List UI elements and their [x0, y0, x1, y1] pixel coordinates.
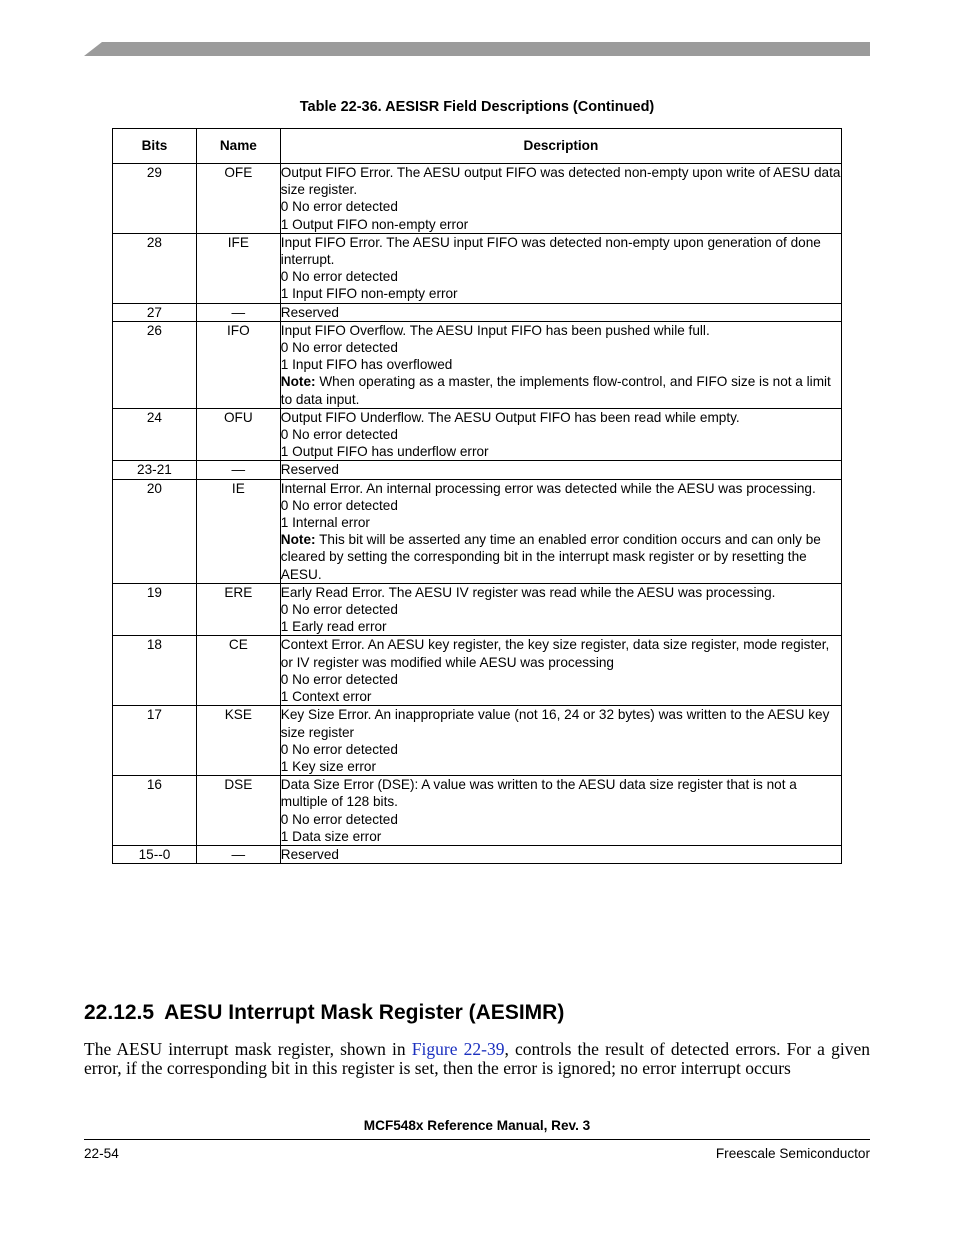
description-line: 1 Internal error — [280, 515, 370, 531]
cell-name: KSE — [196, 706, 280, 776]
cell-bits: 28 — [113, 233, 197, 303]
figure-link[interactable]: Figure 22-39 — [411, 1039, 505, 1059]
table-header-row — [113, 129, 842, 164]
body-text-end: , controls the result of detected errors. For a given error, if the corresponding bit in this register is set, then the error is ignored; no error interrupt occurs — [84, 1039, 870, 1078]
cell-bits: 16 — [113, 776, 197, 846]
description-line: 0 No error detected — [280, 340, 398, 356]
description-line: Reserved — [280, 846, 339, 862]
cell-bits: 15--0 — [113, 845, 197, 863]
description-line: 1 Input FIFO non-empty error — [280, 286, 458, 302]
cell-description — [280, 706, 841, 776]
table-row — [113, 233, 842, 303]
header-bar — [84, 42, 870, 56]
cell-bits: 17 — [113, 706, 197, 776]
cell-description — [280, 233, 841, 303]
cell-name: IFE — [196, 233, 280, 303]
note — [281, 373, 841, 407]
table-row — [113, 479, 842, 583]
body-text-start: The AESU interrupt mask register, shown in — [84, 1039, 412, 1059]
description-line: 0 No error detected — [280, 497, 398, 513]
cell-description — [280, 408, 841, 461]
cell-name: CE — [196, 636, 280, 706]
cell-name: IFO — [196, 321, 280, 408]
footer-manual-title: MCF548x Reference Manual, Rev. 3 — [363, 1118, 591, 1133]
cell-description — [280, 776, 841, 846]
description-line: 1 Output FIFO non-empty error — [280, 216, 469, 232]
note — [281, 531, 841, 583]
section-number: 22.12.5 — [84, 1001, 155, 1024]
note-text: This bit will be asserted any time an enabled error condition occurs and can only be cleared by setting the corresponding bit in the interrupt mask register or by resetting the AESU. — [280, 532, 821, 582]
description-line: 0 No error detected — [280, 671, 398, 687]
column-header-description: Description — [280, 129, 841, 164]
footer-page-number: 22-54 — [84, 1146, 119, 1161]
note-text: When operating as a master, the implements flow-control, and FIFO size is not a limit to data input. — [280, 374, 831, 407]
description-line: 1 Context error — [280, 689, 372, 705]
cell-description — [280, 845, 841, 863]
cell-bits: 29 — [113, 164, 197, 234]
description-line: 0 No error detected — [280, 427, 398, 443]
body-paragraph — [84, 1040, 870, 1078]
cell-description — [280, 636, 841, 706]
description-line: 1 Input FIFO has overflowed — [280, 357, 453, 373]
cell-bits: 19 — [113, 583, 197, 636]
description-line: 0 No error detected — [280, 269, 398, 285]
description-line: 1 Key size error — [280, 758, 376, 774]
cell-name: — — [196, 461, 280, 479]
column-header-bits: Bits — [113, 129, 197, 164]
cell-bits: 26 — [113, 321, 197, 408]
footer-divider — [84, 1139, 870, 1140]
cell-description — [280, 583, 841, 636]
table-caption: Table 22-36. AESISR Field Descriptions (Continued) — [299, 99, 655, 115]
description-line: Key Size Error. An inappropriate value (not 16, 24 or 32 bytes) was written to the AESU key size register — [280, 707, 830, 740]
cell-name: DSE — [196, 776, 280, 846]
description-line: Output FIFO Underflow. The AESU Output FIFO has been read while empty. — [280, 409, 740, 425]
description-line: Input FIFO Overflow. The AESU Input FIFO has been pushed while full. — [280, 322, 710, 338]
table-row — [113, 408, 842, 461]
table-row — [113, 461, 842, 479]
table-row — [113, 845, 842, 863]
cell-name: ERE — [196, 583, 280, 636]
cell-description — [280, 461, 841, 479]
section-heading — [84, 1001, 564, 1025]
description-line: 1 Output FIFO has underflow error — [280, 444, 489, 460]
cell-description — [280, 321, 841, 408]
cell-name: OFE — [196, 164, 280, 234]
cell-bits: 27 — [113, 303, 197, 321]
section-title: AESU Interrupt Mask Register (AESIMR) — [164, 1001, 565, 1024]
description-line: 0 No error detected — [280, 741, 398, 757]
cell-name: — — [196, 845, 280, 863]
cell-name: IE — [196, 479, 280, 583]
note-label: Note: — [280, 374, 316, 390]
cell-description — [280, 303, 841, 321]
description-line: 0 No error detected — [280, 199, 398, 215]
description-line: 1 Early read error — [280, 619, 387, 635]
table-row — [113, 583, 842, 636]
cell-description — [280, 479, 841, 583]
note-label: Note: — [280, 532, 316, 548]
description-line: Reserved — [280, 304, 339, 320]
description-line: 0 No error detected — [280, 811, 398, 827]
table-row — [113, 303, 842, 321]
description-line: Internal Error. An internal processing error was detected while the AESU was processing. — [280, 480, 816, 496]
table-row — [113, 706, 842, 776]
description-line: Data Size Error (DSE): A value was written to the AESU data size register that is not a multiple of 128 bits. — [280, 777, 797, 810]
description-line: Output FIFO Error. The AESU output FIFO was detected non-empty upon write of AESU data size register. — [280, 165, 841, 198]
table-row — [113, 636, 842, 706]
cell-bits: 20 — [113, 479, 197, 583]
table-row — [113, 321, 842, 408]
cell-name: OFU — [196, 408, 280, 461]
column-header-name: Name — [196, 129, 280, 164]
description-line: Reserved — [280, 462, 339, 478]
description-line: Input FIFO Error. The AESU input FIFO was detected non-empty upon generation of done interrupt. — [280, 234, 821, 268]
cell-description — [280, 164, 841, 234]
description-line: 0 No error detected — [280, 602, 398, 618]
field-descriptions-table — [112, 128, 842, 864]
cell-bits: 18 — [113, 636, 197, 706]
cell-bits: 24 — [113, 408, 197, 461]
cell-bits: 23-21 — [113, 461, 197, 479]
description-line: 1 Data size error — [280, 828, 382, 844]
description-line: Early Read Error. The AESU IV register was read while the AESU was processing. — [280, 584, 776, 600]
table-row — [113, 776, 842, 846]
description-line: Context Error. An AESU key register, the key size register, data size register, mode register, or IV register was modified while AESU was processing — [280, 637, 830, 670]
footer-company-name: Freescale Semiconductor — [715, 1146, 870, 1161]
cell-name: — — [196, 303, 280, 321]
table-row — [113, 164, 842, 234]
